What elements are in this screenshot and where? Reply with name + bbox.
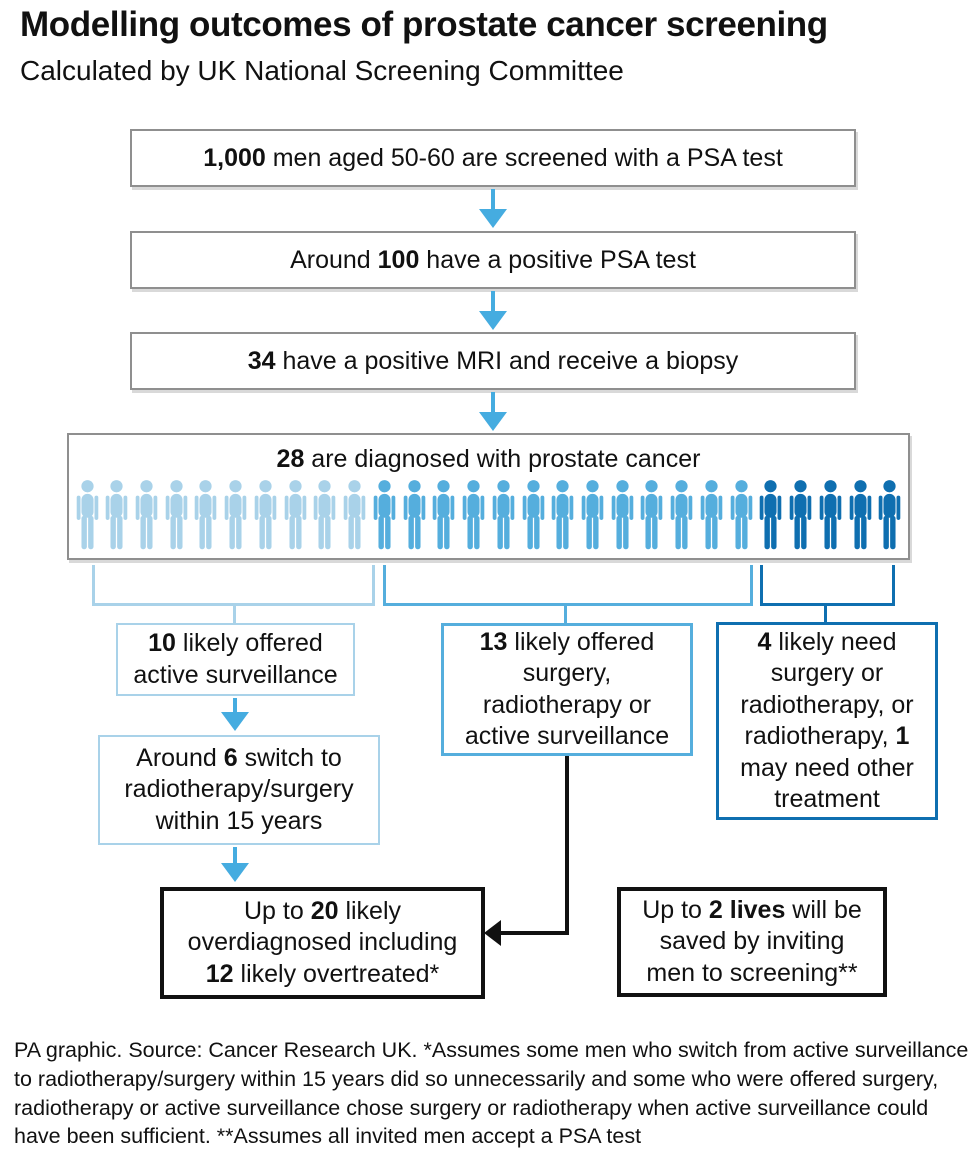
result-box-overdiagnosed xyxy=(160,887,485,999)
person-icon xyxy=(430,479,457,551)
bracket-need-drop xyxy=(824,604,827,624)
person-icon xyxy=(728,479,755,551)
page-title: Modelling outcomes of prostate cancer screening xyxy=(20,5,828,44)
person-icon xyxy=(460,479,487,551)
diagnosed-box-text: 28 are diagnosed with prostate cancer xyxy=(276,445,701,473)
page-subtitle: Calculated by UK National Screening Committee xyxy=(20,55,624,86)
outcome-arrow-down-icon xyxy=(220,698,250,731)
bracket-need-group xyxy=(760,565,895,606)
outcome-arrow-down-icon xyxy=(220,847,250,882)
flow-box-screened-text: 1,000 men aged 50-60 are screened with a PSA test xyxy=(203,144,783,172)
result-box-overdiagnosed-text: Up to 20 likely overdiagnosed including 12 likely overtreated* xyxy=(187,896,458,988)
outcome-box-need-text: 4 likely need surgery or radiotherapy, or radiotherapy, 1 may need other treatment xyxy=(740,627,914,813)
person-icon xyxy=(192,479,219,551)
person-icon xyxy=(490,479,517,551)
result-box-lives-saved-text: Up to 2 lives will be saved by inviting men to screening** xyxy=(642,895,862,987)
flow-box-positive-psa-text: Around 100 have a positive PSA test xyxy=(290,246,696,274)
flow-box-positive-psa xyxy=(130,231,856,289)
outcome-box-surveillance xyxy=(116,623,355,696)
bracket-offered-group xyxy=(383,565,753,606)
flow-arrow-down-icon xyxy=(478,189,508,228)
person-icon xyxy=(341,479,368,551)
bracket-surveillance-group xyxy=(92,565,375,606)
flow-box-positive-mri xyxy=(130,332,856,390)
bracket-offered-drop xyxy=(564,604,567,624)
person-icon xyxy=(371,479,398,551)
person-icon xyxy=(668,479,695,551)
connector-arrow-left-icon xyxy=(484,920,501,946)
source-footnote: PA graphic. Source: Cancer Research UK. *Assumes some men who switch from active surveillance to radiotherapy/surgery within 15 years did so unnecessarily and some who were offered surgery, radiotherapy or active surveillance chose surgery or radiotherapy when active surveillance could have been sufficient. **Assumes all invited men accept a PSA test xyxy=(14,1038,969,1149)
person-icon xyxy=(252,479,279,551)
person-icon xyxy=(282,479,309,551)
person-icon xyxy=(698,479,725,551)
person-icon xyxy=(757,479,784,551)
person-icon xyxy=(609,479,636,551)
person-icon xyxy=(222,479,249,551)
flow-box-positive-mri-text: 34 have a positive MRI and receive a biopsy xyxy=(247,347,739,375)
person-icon xyxy=(638,479,665,551)
outcome-box-offered-text: 13 likely offered surgery, radiotherapy or active surveillance xyxy=(464,627,670,750)
flow-arrow-down-icon xyxy=(478,392,508,431)
person-icon xyxy=(133,479,160,551)
person-pictogram-row xyxy=(74,479,904,551)
person-icon xyxy=(876,479,903,551)
connector-vertical-line xyxy=(565,756,569,933)
person-icon xyxy=(311,479,338,551)
bracket-surveillance-drop xyxy=(233,604,236,624)
flow-arrow-down-icon xyxy=(478,291,508,330)
person-icon xyxy=(847,479,874,551)
person-icon xyxy=(520,479,547,551)
person-icon xyxy=(787,479,814,551)
person-icon xyxy=(103,479,130,551)
result-box-lives-saved xyxy=(617,887,887,997)
outcome-box-switch xyxy=(98,735,380,845)
outcome-box-surveillance-text: 10 likely offered active surveillance xyxy=(133,629,338,689)
person-icon xyxy=(579,479,606,551)
outcome-box-switch-text: Around 6 switch to radiotherapy/surgery within 15 years xyxy=(124,743,354,835)
person-icon xyxy=(549,479,576,551)
diagnosed-box xyxy=(67,433,910,560)
outcome-box-need xyxy=(716,622,938,820)
person-icon xyxy=(74,479,101,551)
outcome-box-offered xyxy=(441,623,693,756)
flow-box-screened xyxy=(130,129,856,187)
person-icon xyxy=(817,479,844,551)
person-icon xyxy=(401,479,428,551)
person-icon xyxy=(163,479,190,551)
connector-horizontal-line xyxy=(500,931,569,935)
